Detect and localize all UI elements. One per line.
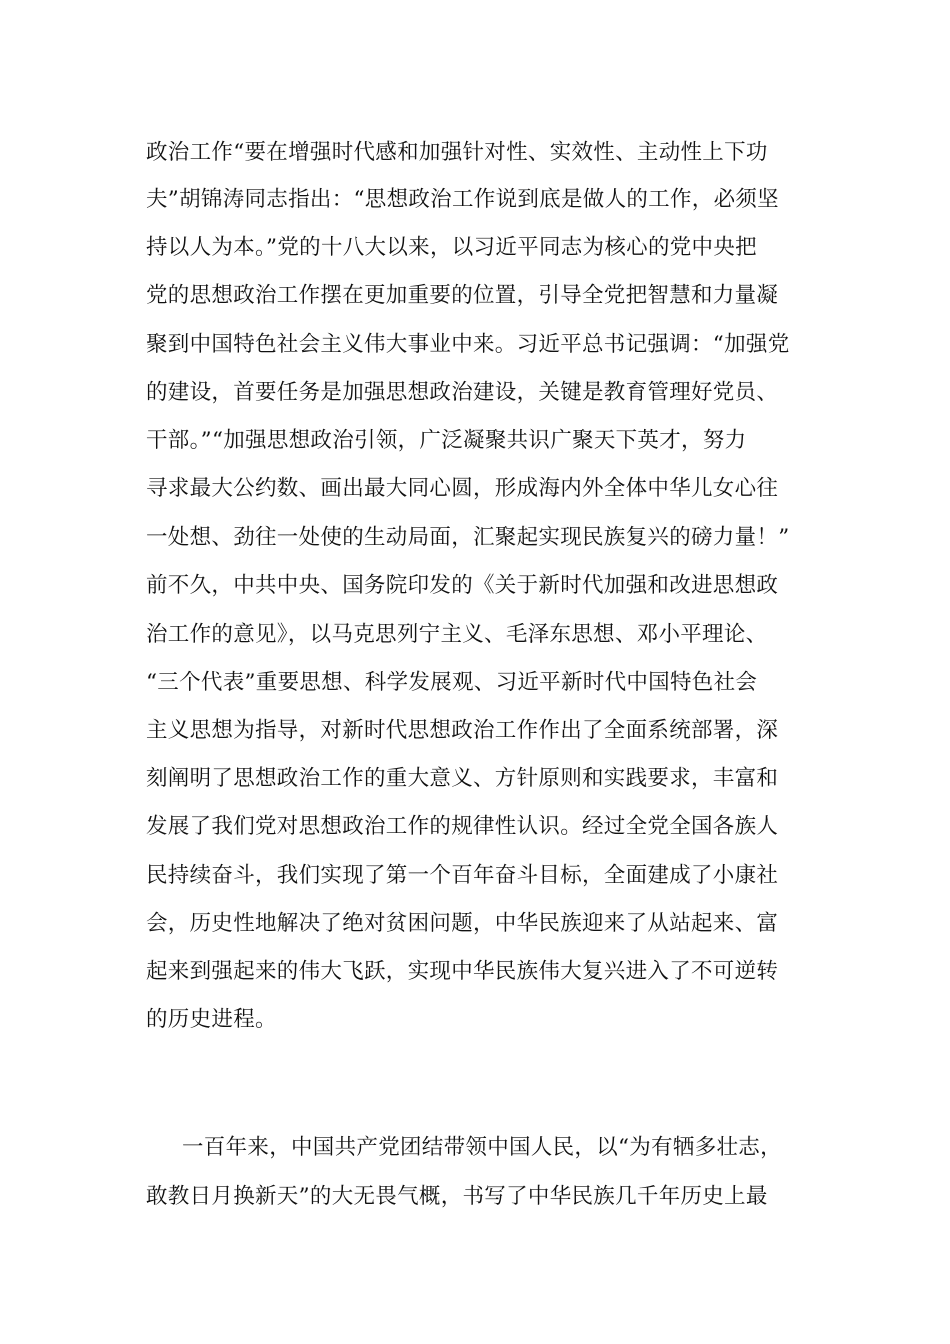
text-line: 主义思想为指导，对新时代思想政治工作作出了全面系统部署，深 bbox=[146, 718, 779, 743]
text-line: 党的思想政治工作摆在更加重要的位置，引导全党把智慧和力量凝 bbox=[146, 283, 779, 308]
text-line: 政治工作“要在增强时代感和加强针对性、实效性、主动性上下功 bbox=[146, 140, 768, 165]
text-line: 刻阐明了思想政治工作的重大意义、方针原则和实践要求，丰富和 bbox=[146, 766, 779, 791]
text-line: 持以人为本。”党的十八大以来，以习近平同志为核心的党中央把 bbox=[146, 235, 757, 260]
text-line: 的建设，首要任务是加强思想政治建设，关键是教育管理好党员、 bbox=[146, 380, 779, 405]
text-line: 干部。”“加强思想政治引领，广泛凝聚共识广聚天下英才，努力 bbox=[146, 428, 747, 453]
text-line: 聚到中国特色社会主义伟大事业中来。习近平总书记强调：“加强党 bbox=[146, 332, 790, 357]
text-line: 夫”胡锦涛同志指出：“思想政治工作说到底是做人的工作，必须坚 bbox=[146, 187, 779, 212]
text-line: 的历史进程。 bbox=[146, 1007, 277, 1032]
text-line: 前不久，中共中央、国务院印发的《关于新时代加强和改进思想政 bbox=[146, 573, 779, 598]
text-line: 发展了我们党对思想政治工作的规律性认识。经过全党全国各族人 bbox=[146, 814, 779, 839]
text-line: 一百年来，中国共产党团结带领中国人民，以“为有牺多壮志， bbox=[182, 1135, 782, 1160]
text-line: 起来到强起来的伟大飞跃，实现中华民族伟大复兴进入了不可逆转 bbox=[146, 959, 779, 984]
text-line: 民持续奋斗，我们实现了第一个百年奋斗目标，全面建成了小康社 bbox=[146, 863, 779, 888]
text-line: 会，历史性地解决了绝对贫困问题，中华民族迎来了从站起来、富 bbox=[146, 911, 779, 936]
text-line: “三个代表”重要思想、科学发展观、习近平新时代中国特色社会 bbox=[146, 670, 758, 695]
text-line: 寻求最大公约数、画出最大同心圆，形成海内外全体中华儿女心往 bbox=[146, 476, 779, 501]
text-line: 治工作的意见》，以马克思列宁主义、毛泽东思想、邓小平理论、 bbox=[146, 622, 768, 647]
text-line: 敢教日月换新天”的大无畏气概，书写了中华民族几千年历史上最 bbox=[146, 1184, 768, 1209]
text-line: 一处想、劲往一处使的生动局面，汇聚起实现民族复兴的磅力量！” bbox=[146, 525, 790, 550]
